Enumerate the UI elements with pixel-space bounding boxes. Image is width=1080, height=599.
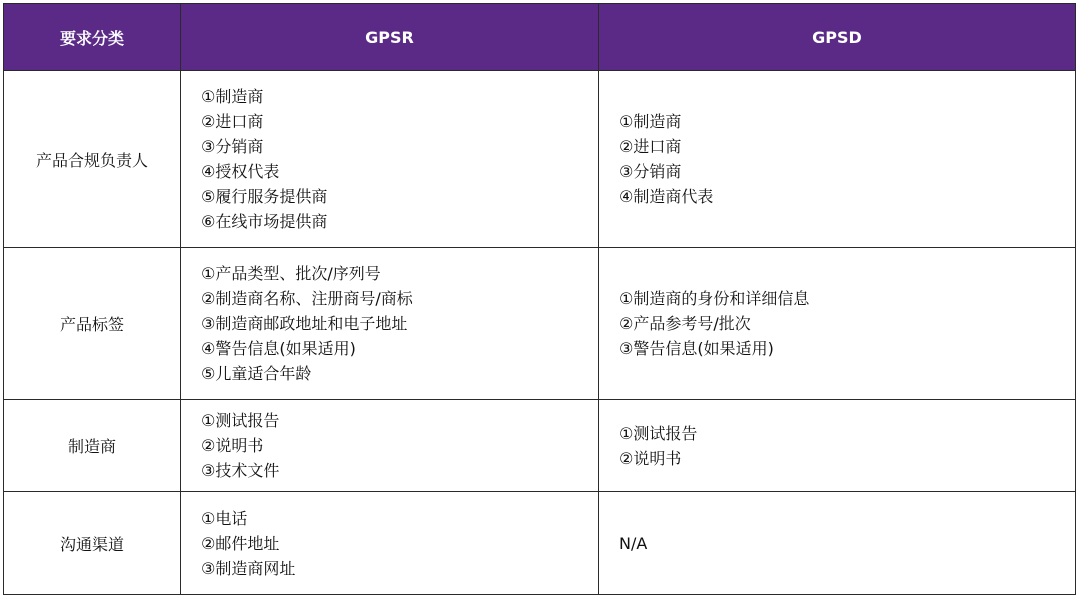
table-header-row: [4, 4, 1076, 71]
list-item: ①制造商: [619, 112, 682, 131]
table-row: [4, 400, 1076, 492]
list-item: ①测试报告: [201, 411, 280, 430]
list-item: ④警告信息(如果适用): [201, 339, 356, 358]
gpsd-cell: [599, 400, 1076, 492]
gpsr-cell: [181, 400, 599, 492]
gpsd-cell: [599, 492, 1076, 595]
row-category: 产品合规负责人: [4, 71, 181, 248]
list-item: ⑤履行服务提供商: [201, 187, 328, 206]
header-category: 要求分类: [4, 4, 181, 71]
table-row: [4, 492, 1076, 595]
gpsr-gpsd-comparison-table: [3, 3, 1076, 595]
list-item: ③分销商: [619, 162, 682, 181]
header-gpsr: GPSR: [181, 4, 599, 71]
header-gpsd: GPSD: [599, 4, 1076, 71]
row-category: 制造商: [4, 400, 181, 492]
list-item: ④制造商代表: [619, 187, 714, 206]
list-item: ②说明书: [201, 436, 264, 455]
list-item: ①电话: [201, 508, 248, 528]
list-item: ②说明书: [619, 448, 682, 468]
list-item: ①测试报告: [619, 423, 698, 443]
table-row: [4, 248, 1076, 400]
list-item: ③制造商网址: [201, 558, 296, 578]
list-item: ②邮件地址: [201, 533, 280, 553]
list-item: ③技术文件: [201, 461, 280, 480]
gpsr-cell: [181, 492, 599, 595]
table-row: [4, 71, 1076, 248]
list-item: ②进口商: [201, 112, 264, 131]
list-item: ①产品类型、批次/序列号: [201, 264, 381, 283]
row-category: 沟通渠道: [4, 492, 181, 595]
list-item: ②产品参考号/批次: [619, 314, 751, 333]
list-item: ②进口商: [619, 137, 682, 156]
list-item: ②制造商名称、注册商号/商标: [201, 289, 413, 308]
list-item: ③制造商邮政地址和电子地址: [201, 314, 408, 333]
list-item: N/A: [619, 533, 648, 553]
gpsr-cell: [181, 248, 599, 400]
list-item: ④授权代表: [201, 162, 280, 181]
gpsr-cell: [181, 71, 599, 248]
list-item: ③警告信息(如果适用): [619, 339, 774, 358]
row-category: 产品标签: [4, 248, 181, 400]
list-item: ③分销商: [201, 137, 264, 156]
list-item: ⑥在线市场提供商: [201, 212, 328, 231]
list-item: ①制造商: [201, 87, 264, 106]
list-item: ①制造商的身份和详细信息: [619, 289, 810, 308]
gpsd-cell: [599, 71, 1076, 248]
list-item: ⑤儿童适合年龄: [201, 364, 312, 383]
gpsd-cell: [599, 248, 1076, 400]
